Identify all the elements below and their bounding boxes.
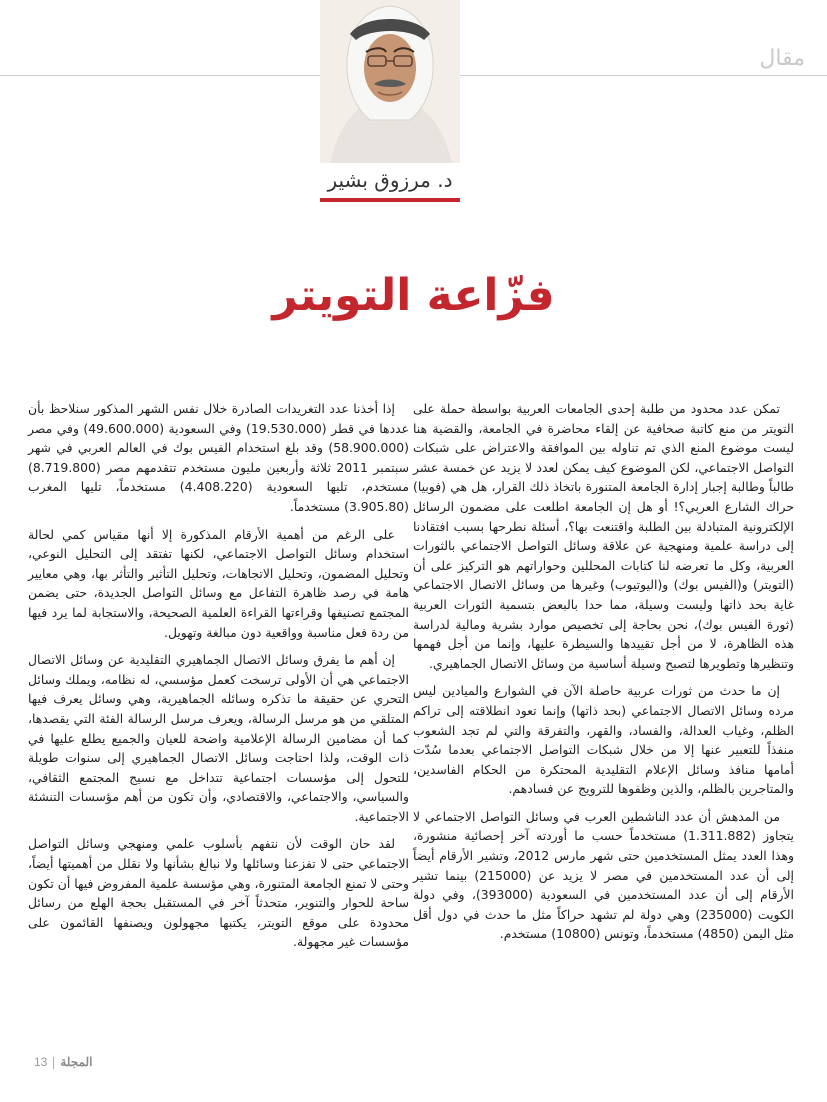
author-accent-bar <box>320 198 460 202</box>
author-name: د. مرزوق بشير <box>327 168 453 192</box>
article-column-right <box>413 399 794 952</box>
article-title: فزّاعة التويتر <box>272 270 555 321</box>
footer-divider <box>53 1057 54 1069</box>
paragraph: إن ما حدث من ثورات عربية حاصلة الآن في الشوارع والميادين ليس مرده وسائل الاتصال الاجتماعي (بحد ذاتها) وإنما تعود انطلاقته إلى تراكم الظلم، وغياب العدالة، والفساد، والقهر، والتفرقة والتي لم تجد الشعوب منفذاً للتعبير عنها إلا من خلال شبكات التواصل الاجتماعي بعدما سُدّت أمامها منافذ وسائل الإعلام التقليدية المحتكرة من الحكام الفاسدين، والمتاجرين بالظلم، والذين وظفوها للترويج عن فسادهم. <box>413 683 794 797</box>
page-number: 13 <box>34 1055 48 1069</box>
page-footer <box>34 1055 92 1069</box>
author-portrait <box>320 0 460 163</box>
paragraph: على الرغم من أهمية الأرقام المذكورة إلا أنها مقياس كمي لحالة استخدام وسائل التواصل الاجتماعي، لكنها تفتقد إلى التحليل النوعي، وتحليل المضمون، وتحليل الاتجاهات، وتحليل التأثير والتأثر بها، وهي معايير هامة في رصد ظاهرة التفاعل مع وسائل التواصل الجديدة، حتى يضمن المجتمع تصنيفها وقراءتها القراءة العلمية الصحيحة، والاستجابة لما يرد فيها من ردة فعل مناسبة وواقعية دون مبالغة وتهويل. <box>28 526 409 640</box>
paragraph: إذا أخذنا عدد التغريدات الصادرة خلال نفس الشهر المذكور سنلاحظ بأن عددها في قطر (19.530.000) وفي السعودية (49.600.000) وفي مصر (58.900.000) وقد بلغ استخدام الفيس بوك في العالم العربي في شهر سبتمبر 2011 ثلاثة وأربعين مليون مستخدم تتقدمهم مصر (8.719.800) مستخدم، تليها السعودية (4.408.220) مستخدماً، تليها المغرب (3.905.80) مستخدماً. <box>28 401 409 514</box>
paragraph: من المدهش أن عدد الناشطين العرب في وسائل التواصل الاجتماعي لا يتجاوز (1.311.882) مستخدماً حسب ما أوردته آخر إحصائية منشورة، وهذا العدد يمثل المستخدمين حتى شهر مارس 2012، وتشير الأرقام أيضاً إلى أن عدد المستخدمين في مصر لا يزيد عن (215000) بينما تشير الأرقام إلى أن عدد المستخدمين في السعودية (393000)، وفي دولة الكويت (235000) وهي دولة لم تشهد حراكاً مثل ما حدث في دول أقل مثل اليمن (4850) مستخدماً، وتونس (10800) مستخدم. <box>413 808 794 942</box>
paragraph: لقد حان الوقت لأن نتفهم بأسلوب علمي ومنهجي وسائل التواصل الاجتماعي حتى لا تفزعنا وسائلها ولا نبالغ بشأنها ولا نقلل من أهميتها أيضاً، وحتى لا تمنع الجامعة المتنورة، وهي مؤسسة علمية المفروض فيها أن تكون ساحة للحوار والتنوير، متحدثاً آخر في المستقبل بحجة الهلع من رسائل محدودة على موقع التويتر، يكتبها مجهولون ويصنفها القائمون على مؤسسات غير مجهولة. <box>28 836 409 950</box>
paragraph: إن أهم ما يفرق وسائل الاتصال الجماهيري التقليدية عن وسائل الاتصال الاجتماعي هي أن الأولى ترسخت كعمل مؤسسي، له نظامه، ويملك وسائل التحري عن حقيقة ما تذكره وسائله الجماهيرية، وهي وسائل يعرف فيها المتلقي من هو مرسل الرسالة، ويعرف مرسل الرسالة الفئة التي يقصدها، كما أن مضامين الرسالة الإعلامية واضحة للعيان والجميع يطلع عليها في ذات الوقت، ولذا احتاجت وسائل الاتصال الجماهيري إلى سنوات طويلة للتحول إلى مؤسسات اجتماعية تتداخل مع نسيج المجتمع الثقافي، والسياسي، والاجتماعي، والاقتصادي، وأن تكون من أهم مؤسسات التنشئة الاجتماعية. <box>28 652 409 824</box>
section-label: مقال <box>759 46 805 71</box>
article-column-left <box>28 399 409 960</box>
magazine-name: المجلة <box>60 1055 93 1069</box>
paragraph: تمكن عدد محدود من طلبة إحدى الجامعات العربية بواسطة حملة على التويتر من منع كاتبة صحافية عن إلقاء محاضرة في الجامعة، والقضية هنا ليست موضوع المنع الذي تم تناوله بين الموافقة والاعتراض على شبكات التواصل الاجتماعي، لكن الموضوع كيف يمكن لعدد لا يزيد عن خمسة عشر طالباً وطالبة إجبار إدارة الجامعة المتنورة باتخاذ ذلك القرار، هل هي (فوبيا) حراك الشارع العربي؟! أو هل إن الجامعة اطلعت على مضمون الرسائل الإلكترونية المتبادلة بين الطلبة واقتنعت بها؟، أسئلة نطرحها بسبب افتقادنا إلى دراسة علمية ومنهجية عن علاقة وسائل التواصل الاجتماعي بالثورات العربية، وكل ما تعرضه لنا كتابات المحللين وحواراتهم هو التركيز على أن (التويتر) و(الفيس بوك) و(اليوتيوب) وغيرها من وسائل الاتصال الاجتماعي غاية بحد ذاتها وليست وسيلة، مما حدا بالبعض بتسمية الثورات العربية (ثورة الفيس بوك)، نحن بحاجة إلى تخصيص موارد بشرية ومالية لدراسة هذه الظاهرة، لا من أجل تقييدها والسيطرة عليها، وإنما من أجل فهمها وتنظيرها وتطويرها لتصبح وسيلة أساسية من وسائل الاتصال الجماهيري. <box>413 401 794 671</box>
